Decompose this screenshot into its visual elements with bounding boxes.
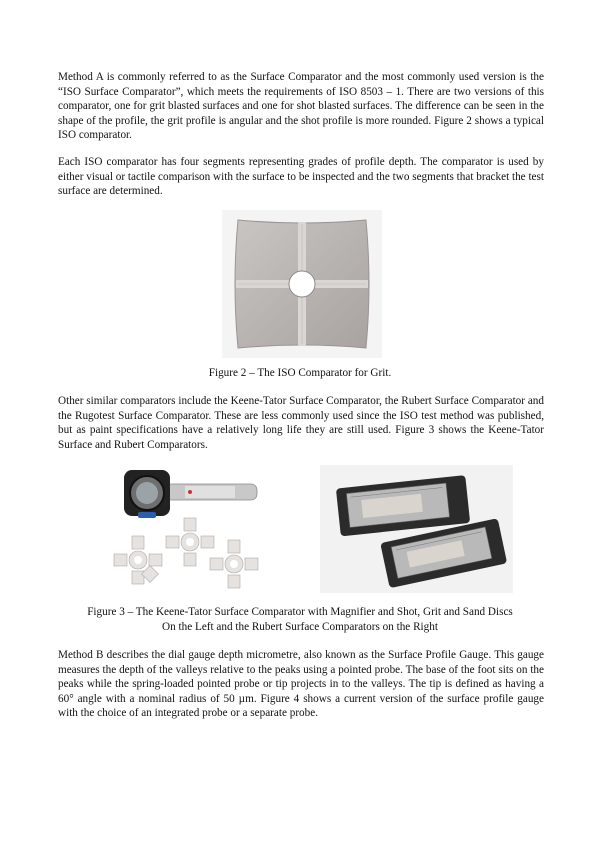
paragraph-iso-comparator: Each ISO comparator has four segments representing grades of profile depth. The comparator is used by either visual or tactile comparison with the surface to be inspected and the two segments that bracket the test surface are determined. <box>58 156 544 198</box>
figure-3-caption-line-1: Figure 3 – The Keene-Tator Surface Comparator with Magnifier and Shot, Grit and Sand Discs <box>87 606 513 618</box>
figure-2-image <box>222 210 382 358</box>
figure-3-right-image <box>320 465 513 593</box>
figure-3-caption-line-2: On the Left and the Rubert Surface Comparators on the Right <box>162 621 438 633</box>
paragraph-method-b: Method B describes the dial gauge depth micrometre, also known as the Surface Profile Gauge. This gauge measures the depth of the valleys relative to the peaks using a pointed probe. The base of the foot sits on the peaks while the spring-loaded pointed probe or tip projects in to the valleys. The tip is defined as having a 60° angle with a nominal radius of 50 µm. Figure 4 shows a current version of the surface profile gauge with the choice of an integrated probe or a separate probe. <box>58 649 544 720</box>
paragraph-method-a: Method A is commonly referred to as the Surface Comparator and the most commonly used version is the “ISO Surface Comparator”, which meets the requirements of ISO 8503 – 1. There are two versions of this comparator, one for grit blasted surfaces and one for shot blasted surfaces. The difference can be seen in the shape of the profile, the grit profile is angular and the shot profile is more rounded. Figure 2 shows a typical ISO comparator. <box>58 71 544 142</box>
figure-2-caption: Figure 2 – The ISO Comparator for Grit. <box>208 367 392 379</box>
paragraph-other-comparators: Other similar comparators include the Keene-Tator Surface Comparator, the Rubert Surface Comparator and the Rugotest Surface Comparator. These are less commonly used since the ISO test method was published, but as paint specifications have a relatively long life they are still used. Figure 3 shows the Keene-Tator Surface and Rubert Comparators. <box>58 395 544 451</box>
figure-3-left-image <box>110 462 268 597</box>
